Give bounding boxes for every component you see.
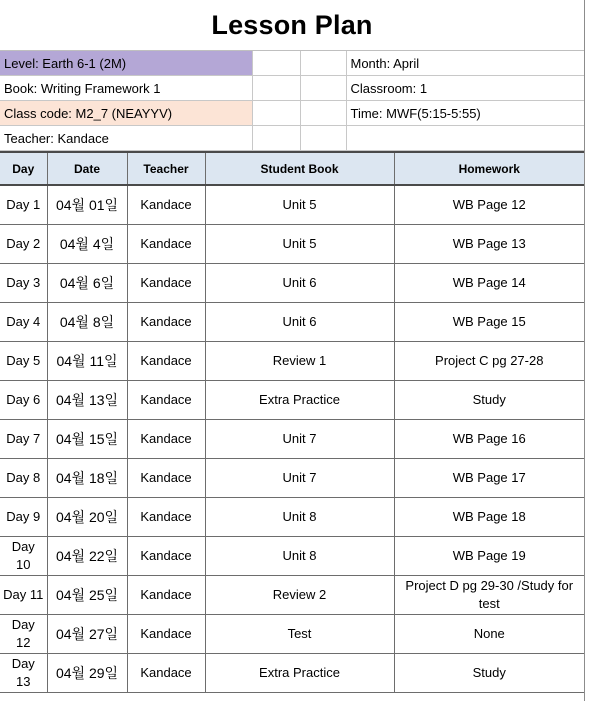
header-date: Date [47, 152, 127, 185]
homework-cell[interactable]: Study [394, 654, 584, 693]
empty-cell[interactable] [252, 51, 300, 76]
info-row [0, 76, 584, 101]
table-row [0, 185, 584, 225]
homework-cell[interactable]: Study [394, 381, 584, 420]
student-book-cell[interactable]: Unit 7 [205, 420, 394, 459]
header-day: Day [0, 152, 47, 185]
day-cell[interactable]: Day 6 [0, 381, 47, 420]
book-cell[interactable]: Book: Writing Framework 1 [0, 76, 252, 101]
class-code-cell[interactable]: Class code: M2_7 (NEAYYV) [0, 101, 252, 126]
date-cell[interactable]: 04월 6일 [47, 264, 127, 303]
info-row [0, 126, 584, 151]
day-cell[interactable]: Day 4 [0, 303, 47, 342]
teacher-cell[interactable]: Kandace [127, 264, 205, 303]
table-row [0, 615, 584, 654]
teacher-cell[interactable]: Teacher: Kandace [0, 126, 252, 151]
date-cell[interactable]: 04월 18일 [47, 459, 127, 498]
teacher-cell[interactable]: Kandace [127, 342, 205, 381]
homework-cell[interactable]: WB Page 19 [394, 537, 584, 576]
info-row [0, 51, 584, 76]
day-cell[interactable]: Day 1 [0, 185, 47, 225]
day-cell[interactable]: Day 10 [0, 537, 47, 576]
header-student-book: Student Book [205, 152, 394, 185]
day-cell[interactable]: Day 7 [0, 420, 47, 459]
date-cell[interactable]: 04월 22일 [47, 537, 127, 576]
homework-cell[interactable]: WB Page 12 [394, 185, 584, 225]
table-row [0, 264, 584, 303]
table-row [0, 342, 584, 381]
homework-cell[interactable]: WB Page 14 [394, 264, 584, 303]
teacher-cell[interactable]: Kandace [127, 381, 205, 420]
day-cell[interactable]: Day 3 [0, 264, 47, 303]
student-book-cell[interactable]: Unit 8 [205, 498, 394, 537]
empty-cell[interactable] [346, 126, 584, 151]
table-row [0, 537, 584, 576]
homework-cell[interactable]: Project C pg 27-28 [394, 342, 584, 381]
teacher-cell[interactable]: Kandace [127, 654, 205, 693]
schedule-body [0, 185, 584, 693]
teacher-cell[interactable]: Kandace [127, 537, 205, 576]
student-book-cell[interactable]: Unit 5 [205, 225, 394, 264]
day-cell[interactable]: Day 5 [0, 342, 47, 381]
teacher-cell[interactable]: Kandace [127, 498, 205, 537]
homework-cell[interactable]: Project D pg 29-30 /Study for test [394, 576, 584, 615]
day-cell[interactable]: Day 13 [0, 654, 47, 693]
student-book-cell[interactable]: Unit 8 [205, 537, 394, 576]
day-cell[interactable]: Day 2 [0, 225, 47, 264]
header-row [0, 152, 584, 185]
teacher-cell[interactable]: Kandace [127, 303, 205, 342]
student-book-cell[interactable]: Unit 6 [205, 264, 394, 303]
student-book-cell[interactable]: Extra Practice [205, 654, 394, 693]
empty-cell[interactable] [300, 101, 346, 126]
date-cell[interactable]: 04월 8일 [47, 303, 127, 342]
table-row [0, 225, 584, 264]
homework-cell[interactable]: WB Page 18 [394, 498, 584, 537]
time-cell[interactable]: Time: MWF(5:15-5:55) [346, 101, 584, 126]
level-cell[interactable]: Level: Earth 6-1 (2M) [0, 51, 252, 76]
empty-cell[interactable] [252, 101, 300, 126]
homework-cell[interactable]: WB Page 15 [394, 303, 584, 342]
table-row [0, 420, 584, 459]
date-cell[interactable]: 04월 13일 [47, 381, 127, 420]
table-row [0, 498, 584, 537]
day-cell[interactable]: Day 12 [0, 615, 47, 654]
header-teacher: Teacher [127, 152, 205, 185]
page-title: Lesson Plan [0, 0, 584, 51]
date-cell[interactable]: 04월 25일 [47, 576, 127, 615]
date-cell[interactable]: 04월 11일 [47, 342, 127, 381]
lesson-schedule-table [0, 151, 584, 693]
homework-cell[interactable]: WB Page 16 [394, 420, 584, 459]
student-book-cell[interactable]: Extra Practice [205, 381, 394, 420]
day-cell[interactable]: Day 11 [0, 576, 47, 615]
empty-cell[interactable] [300, 76, 346, 101]
table-row [0, 654, 584, 693]
table-row [0, 576, 584, 615]
teacher-cell[interactable]: Kandace [127, 420, 205, 459]
student-book-cell[interactable]: Unit 5 [205, 185, 394, 225]
teacher-cell[interactable]: Kandace [127, 615, 205, 654]
date-cell[interactable]: 04월 15일 [47, 420, 127, 459]
homework-cell[interactable]: WB Page 13 [394, 225, 584, 264]
homework-cell[interactable]: WB Page 17 [394, 459, 584, 498]
table-row [0, 381, 584, 420]
student-book-cell[interactable]: Test [205, 615, 394, 654]
date-cell[interactable]: 04월 01일 [47, 185, 127, 225]
empty-cell[interactable] [252, 126, 300, 151]
student-book-cell[interactable]: Unit 6 [205, 303, 394, 342]
header-homework: Homework [394, 152, 584, 185]
table-row [0, 303, 584, 342]
date-cell[interactable]: 04월 29일 [47, 654, 127, 693]
teacher-cell[interactable]: Kandace [127, 576, 205, 615]
homework-cell[interactable]: None [394, 615, 584, 654]
student-book-cell[interactable]: Review 1 [205, 342, 394, 381]
empty-cell[interactable] [300, 126, 346, 151]
teacher-cell[interactable]: Kandace [127, 459, 205, 498]
info-row [0, 101, 584, 126]
teacher-cell[interactable]: Kandace [127, 185, 205, 225]
date-cell[interactable]: 04월 4일 [47, 225, 127, 264]
empty-cell[interactable] [252, 76, 300, 101]
classroom-cell[interactable]: Classroom: 1 [346, 76, 584, 101]
month-cell[interactable]: Month: April [346, 51, 584, 76]
day-cell[interactable]: Day 9 [0, 498, 47, 537]
class-info-table [0, 51, 584, 151]
day-cell[interactable]: Day 8 [0, 459, 47, 498]
date-cell[interactable]: 04월 20일 [47, 498, 127, 537]
student-book-cell[interactable]: Review 2 [205, 576, 394, 615]
student-book-cell[interactable]: Unit 7 [205, 459, 394, 498]
teacher-cell[interactable]: Kandace [127, 225, 205, 264]
empty-cell[interactable] [300, 51, 346, 76]
date-cell[interactable]: 04월 27일 [47, 615, 127, 654]
table-row [0, 459, 584, 498]
